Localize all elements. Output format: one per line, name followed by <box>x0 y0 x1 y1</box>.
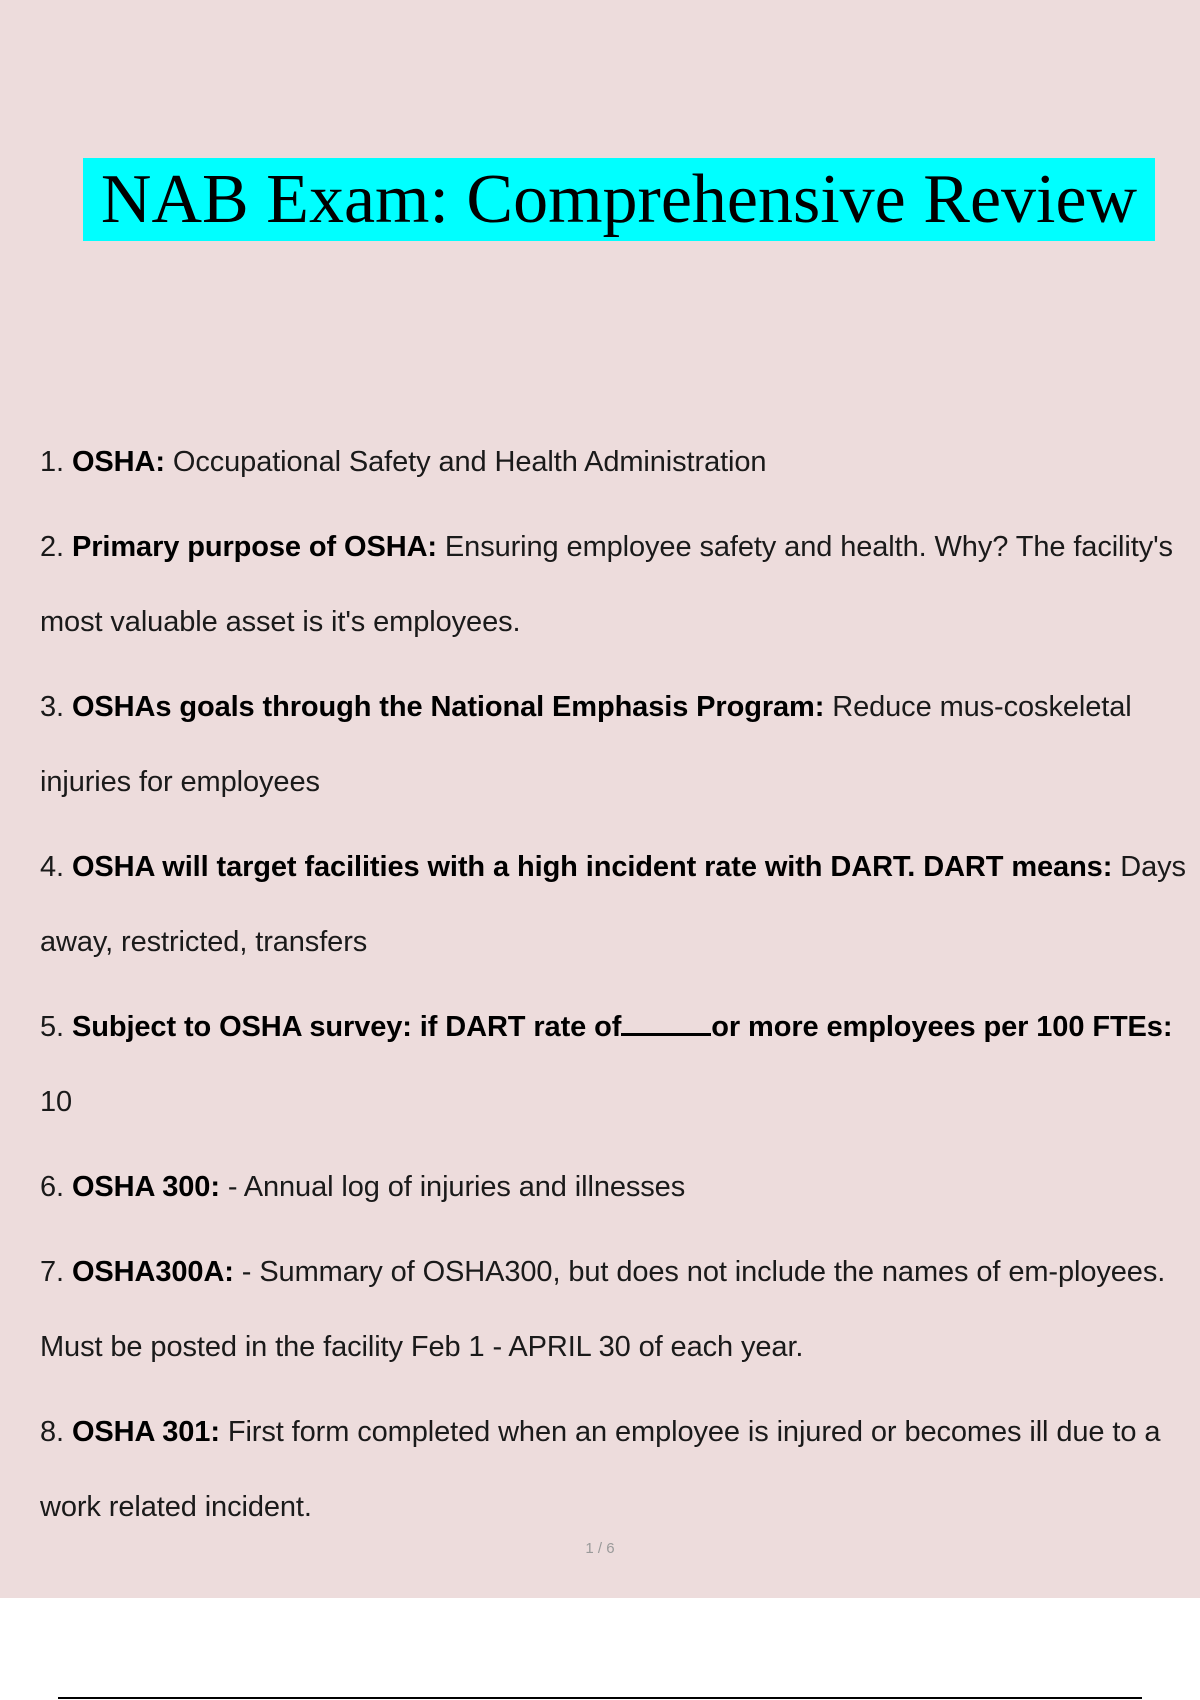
item-number: 6. <box>40 1171 64 1203</box>
item-term: OSHAs goals through the National Emphasis Program: <box>71 691 825 723</box>
item-term: Subject to OSHA survey: if DART rate of <box>71 1011 622 1043</box>
page-indicator: 1 / 6 <box>585 1540 615 1557</box>
item-number: 3. <box>40 691 64 723</box>
item-term: OSHA 301: <box>71 1416 220 1448</box>
qa-item-3 <box>40 670 1190 820</box>
qa-item-7 <box>40 1235 1190 1385</box>
item-number: 2. <box>40 531 64 563</box>
item-definition: - Annual log of injuries and illnesses <box>219 1171 686 1203</box>
qa-item-8 <box>40 1395 1190 1545</box>
item-number: 5. <box>40 1011 64 1043</box>
item-number: 7. <box>40 1256 64 1288</box>
item-definition: 10 <box>40 1086 73 1118</box>
item-term-continued: or more employees per 100 FTEs: <box>711 1011 1173 1043</box>
item-definition: Reduce mus-coskeletal injuries for employees <box>40 691 1132 798</box>
qa-item-1 <box>40 425 1190 500</box>
page-divider-line <box>58 1697 1142 1699</box>
item-number: 4. <box>40 851 64 883</box>
item-term: OSHA 300: <box>71 1171 220 1203</box>
qa-item-4 <box>40 830 1190 980</box>
item-definition: Occupational Safety and Health Administration <box>164 446 767 478</box>
item-definition: Days away, restricted, transfers <box>40 851 1186 958</box>
document-title: NAB Exam: Comprehensive Review <box>100 161 1138 238</box>
item-term: OSHA: <box>71 446 165 478</box>
title-highlight <box>83 158 1155 241</box>
item-term: OSHA300A: <box>71 1256 234 1288</box>
item-definition: Ensuring employee safety and health. Why? The facility's most valuable asset is it's employees. <box>40 531 1173 638</box>
item-number: 1. <box>40 446 64 478</box>
item-term: OSHA will target facilities with a high incident rate with DART. DART means: <box>71 851 1113 883</box>
fill-in-blank <box>621 1007 711 1036</box>
item-definition: - Summary of OSHA300, but does not include the names of em-ployees. Must be posted in the facility Feb 1 - APRIL 30 of each year. <box>40 1256 1166 1363</box>
item-term: Primary purpose of OSHA: <box>71 531 437 563</box>
item-definition: First form completed when an employee is injured or becomes ill due to a work related incident. <box>40 1416 1161 1523</box>
qa-list <box>40 425 1190 1555</box>
qa-item-2 <box>40 510 1190 660</box>
item-number: 8. <box>40 1416 64 1448</box>
qa-item-6 <box>40 1150 1190 1225</box>
qa-item-5 <box>40 990 1190 1140</box>
